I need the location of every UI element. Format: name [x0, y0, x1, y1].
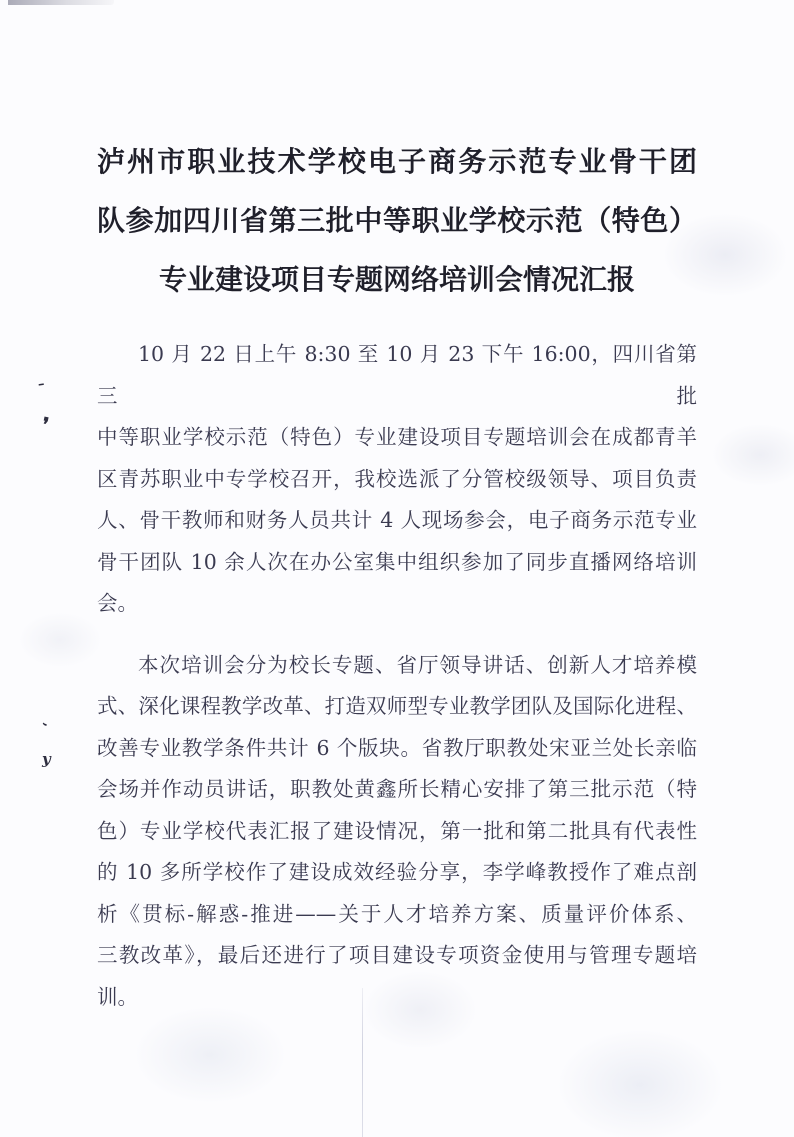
paragraph [97, 334, 697, 625]
document-title-line: 队参加四川省第三批中等职业学校示范（特色） [97, 204, 697, 237]
scan-crease-line [362, 988, 363, 1137]
text-line: 析《贯标-解惑-推进——关于人才培养方案、质量评价体系、 [97, 901, 697, 926]
text-line: 中等职业学校示范（特色）专业建设项目专题培训会在成都青羊 [97, 425, 697, 449]
text-line: 的 10 多所学校作了建设成效经验分享，李学峰教授作了难点剖 [97, 860, 697, 884]
text-line: 色）专业学校代表汇报了建设情况，第一批和第二批具有代表性 [97, 818, 697, 843]
text-line: 人、骨干教师和财务人员共计 4 人现场参会，电子商务示范专业 [97, 508, 697, 532]
text-line: 本次培训会分为校长专题、省厅领导讲话、创新人才培养模 [138, 652, 697, 677]
scan-noise-mark: ❜ [39, 413, 51, 437]
document-title-line: 泸州市职业技术学校电子商务示范专业骨干团 [97, 145, 697, 178]
text-line: 会。 [97, 591, 138, 615]
scan-edge-smudge [8, 0, 114, 5]
text-line: 骨干团队 10 余人次在办公室集中组织参加了同步直播网络培训 [97, 549, 697, 574]
text-line: 式、深化课程教学改革、打造双师型专业教学团队及国际化进程、 [97, 694, 697, 718]
document-title [97, 132, 697, 309]
scan-noise-mark: y [42, 750, 51, 768]
document-body [97, 334, 697, 1038]
text-line: 区青苏职业中专学校召开，我校选派了分管校级领导、项目负责 [97, 466, 697, 491]
text-line: 改善专业教学条件共计 6 个版块。省教厅职教处宋亚兰处长亲临 [97, 735, 697, 760]
scan-noise-mark: – [36, 376, 46, 393]
text-line: 10 月 22 日上午 8:30 至 10 月 23 下午 16:00，四川省第三批 [97, 342, 697, 408]
document-title-line: 专业建设项目专题网络培训会情况汇报 [158, 263, 635, 296]
text-line: 会场并作动员讲话，职教处黄鑫所长精心安排了第三批示范（特 [97, 777, 697, 801]
text-line: 训。 [97, 984, 138, 1009]
scan-noise-mark: ‚ [40, 721, 57, 729]
paragraph [97, 645, 697, 1019]
text-line: 三教改革》，最后还进行了项目建设专项资金使用与管理专题培 [97, 943, 697, 967]
